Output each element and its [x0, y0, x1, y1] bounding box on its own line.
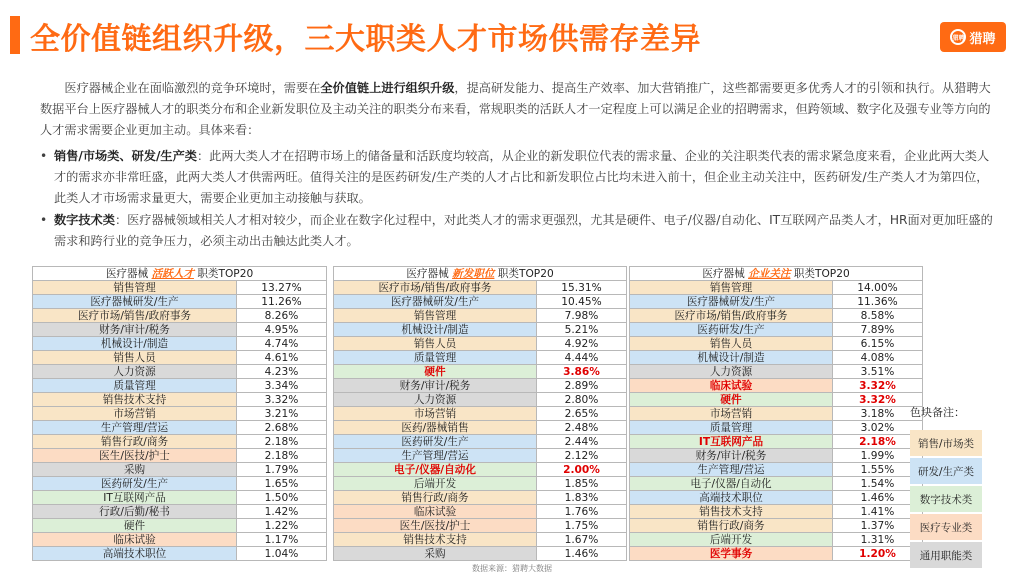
row-value: 3.21% [237, 407, 327, 421]
table-row [334, 477, 627, 491]
row-value: 1.55% [833, 463, 923, 477]
row-category: 后端开发 [334, 477, 537, 491]
table-enterprise-focus [629, 266, 923, 561]
row-category: 采购 [33, 463, 237, 477]
table-row [630, 519, 923, 533]
row-value: 1.31% [833, 533, 923, 547]
row-value: 2.68% [237, 421, 327, 435]
row-category: 销售技术支持 [334, 533, 537, 547]
row-value: 1.99% [833, 449, 923, 463]
row-value: 2.65% [537, 407, 627, 421]
bullet-list [40, 146, 995, 253]
table-row [630, 337, 923, 351]
row-value: 1.46% [833, 491, 923, 505]
row-category: 机械设计/制造 [334, 323, 537, 337]
row-value: 3.32% [833, 393, 923, 407]
row-value: 3.02% [833, 421, 923, 435]
table-row [33, 477, 327, 491]
row-value: 2.18% [237, 449, 327, 463]
row-category: 生产管理/营运 [334, 449, 537, 463]
row-category: 医疗器械研发/生产 [334, 295, 537, 309]
row-category: 采购 [334, 547, 537, 561]
row-category: 医药研发/生产 [630, 323, 833, 337]
table-title-prefix: 医疗器械 [105, 267, 149, 280]
table-row [33, 281, 327, 295]
row-value: 1.37% [833, 519, 923, 533]
intro-text-2: ，提高研发能力、提高生产效率、加大营销推广，这些都需要更多优秀人才的引领和执行。从猎聘大数据平台上医疗器械人才的职类分布和企业新发职位及主动关注的职类分布来看，常规职类的活跃人才一定程度上可以满足企业的招聘需求，但跨领域、数字化及强专业等方向的人才需求需要企业更加主动。具体来看： [40, 81, 991, 137]
table-row [334, 421, 627, 435]
row-value: 1.83% [537, 491, 627, 505]
row-value: 5.21% [537, 323, 627, 337]
table-row [33, 365, 327, 379]
table-row [334, 491, 627, 505]
intro-text-1: 医疗器械企业在面临激烈的竞争环境时，需要在 [64, 81, 321, 95]
legend-item-digital: 数字技术类 [910, 486, 982, 512]
intro-bold: 全价值链上进行组织升级 [320, 81, 455, 95]
table-row [630, 309, 923, 323]
table-row [334, 407, 627, 421]
row-value: 2.80% [537, 393, 627, 407]
row-category: 销售管理 [33, 281, 237, 295]
row-category: 硬件 [334, 365, 537, 379]
row-category: 机械设计/制造 [630, 351, 833, 365]
table-new-positions [333, 266, 627, 561]
legend-item-rd: 研发/生产类 [910, 458, 982, 484]
row-value: 3.51% [833, 365, 923, 379]
row-category: 电子/仪器/自动化 [334, 463, 537, 477]
table-row [334, 393, 627, 407]
table-row [33, 309, 327, 323]
row-value: 1.04% [237, 547, 327, 561]
table-row [334, 351, 627, 365]
row-value: 3.32% [237, 393, 327, 407]
row-value: 2.12% [537, 449, 627, 463]
row-value: 1.46% [537, 547, 627, 561]
legend-item-general: 通用职能类 [910, 542, 982, 568]
row-category: 医药研发/生产 [334, 435, 537, 449]
table-row [33, 323, 327, 337]
row-value: 8.26% [237, 309, 327, 323]
table-title [630, 267, 923, 281]
row-category: 临床试验 [334, 505, 537, 519]
table-row [630, 491, 923, 505]
table-row [334, 519, 627, 533]
table-row [33, 491, 327, 505]
row-value: 7.89% [833, 323, 923, 337]
row-category: 质量管理 [33, 379, 237, 393]
table-row [33, 337, 327, 351]
row-value: 11.26% [237, 295, 327, 309]
row-value: 1.54% [833, 477, 923, 491]
row-category: 市场营销 [630, 407, 833, 421]
table-row [630, 281, 923, 295]
row-category: 财务/审计/税务 [33, 323, 237, 337]
table-row [630, 351, 923, 365]
row-value: 1.50% [237, 491, 327, 505]
row-value: 1.85% [537, 477, 627, 491]
logo-mark-icon: 猎聘 [950, 29, 966, 45]
table-row [33, 463, 327, 477]
title-accent-bar [10, 16, 20, 54]
row-category: 临床试验 [33, 533, 237, 547]
row-category: 医疗市场/销售/政府事务 [33, 309, 237, 323]
table-row [33, 421, 327, 435]
table-row [33, 547, 327, 561]
row-value: 2.44% [537, 435, 627, 449]
row-value: 1.65% [237, 477, 327, 491]
row-category: 医学事务 [630, 547, 833, 561]
table-row [630, 463, 923, 477]
row-category: IT互联网产品 [630, 435, 833, 449]
row-value: 2.18% [237, 435, 327, 449]
row-category: 市场营销 [33, 407, 237, 421]
row-value: 1.42% [237, 505, 327, 519]
bullet-item [40, 210, 995, 252]
row-value: 2.18% [833, 435, 923, 449]
row-category: 硬件 [33, 519, 237, 533]
row-category: 销售人员 [33, 351, 237, 365]
row-value: 1.67% [537, 533, 627, 547]
row-category: 人力资源 [334, 393, 537, 407]
row-category: 销售行政/商务 [33, 435, 237, 449]
table-row [630, 323, 923, 337]
table-row [334, 365, 627, 379]
row-value: 3.18% [833, 407, 923, 421]
color-legend [910, 404, 982, 570]
table-row [334, 295, 627, 309]
row-value: 8.58% [833, 309, 923, 323]
table-title-highlight: 企业关注 [748, 267, 791, 280]
table-row [334, 533, 627, 547]
row-category: 后端开发 [630, 533, 833, 547]
row-category: 人力资源 [33, 365, 237, 379]
row-category: 高端技术职位 [630, 491, 833, 505]
table-row [334, 337, 627, 351]
table-row [630, 477, 923, 491]
table-title-highlight: 新发职位 [452, 267, 495, 280]
table-row [630, 407, 923, 421]
table-row [630, 421, 923, 435]
legend-title: 色块备注： [910, 406, 965, 419]
row-category: 行政/后勤/秘书 [33, 505, 237, 519]
row-category: 医疗器械研发/生产 [630, 295, 833, 309]
table-row [630, 393, 923, 407]
row-value: 2.48% [537, 421, 627, 435]
row-value: 4.23% [237, 365, 327, 379]
table-row [630, 533, 923, 547]
legend-item-medical: 医疗专业类 [910, 514, 982, 540]
table-row [33, 505, 327, 519]
row-category: 医疗市场/销售/政府事务 [334, 281, 537, 295]
row-category: 质量管理 [334, 351, 537, 365]
table-title-prefix: 医疗器械 [702, 267, 745, 280]
table-row [33, 449, 327, 463]
row-category: IT互联网产品 [33, 491, 237, 505]
table-row [630, 435, 923, 449]
row-value: 15.31% [537, 281, 627, 295]
data-source: 数据来源：猎聘大数据 [472, 564, 552, 573]
row-category: 人力资源 [630, 365, 833, 379]
row-category: 财务/审计/税务 [334, 379, 537, 393]
row-value: 4.08% [833, 351, 923, 365]
bullet-head: 数字技术类 [54, 213, 115, 227]
row-value: 3.34% [237, 379, 327, 393]
row-category: 销售管理 [334, 309, 537, 323]
row-value: 1.79% [237, 463, 327, 477]
page-title: 全价值链组织升级，三大职类人才市场供需存差异 [30, 22, 701, 57]
row-value: 4.95% [237, 323, 327, 337]
table-row [334, 379, 627, 393]
row-category: 高端技术职位 [33, 547, 237, 561]
row-category: 生产管理/营运 [33, 421, 237, 435]
row-value: 1.17% [237, 533, 327, 547]
table-row [334, 547, 627, 561]
table-row [33, 407, 327, 421]
row-value: 6.15% [833, 337, 923, 351]
table-row [630, 505, 923, 519]
row-value: 1.41% [833, 505, 923, 519]
bullet-dot-icon: • [40, 213, 48, 227]
row-value: 4.74% [237, 337, 327, 351]
row-value: 11.36% [833, 295, 923, 309]
row-category: 临床试验 [630, 379, 833, 393]
row-value: 4.92% [537, 337, 627, 351]
row-value: 3.32% [833, 379, 923, 393]
table-row [630, 295, 923, 309]
table-row [630, 547, 923, 561]
table-row [334, 449, 627, 463]
row-value: 13.27% [237, 281, 327, 295]
row-category: 生产管理/营运 [630, 463, 833, 477]
row-value: 1.75% [537, 519, 627, 533]
row-category: 销售人员 [334, 337, 537, 351]
table-title [33, 267, 327, 281]
table-row [334, 323, 627, 337]
row-category: 医生/医技/护士 [33, 449, 237, 463]
table-title-suffix: 职类TOP20 [793, 267, 850, 280]
row-category: 财务/审计/税务 [630, 449, 833, 463]
bullet-head: 销售/市场类、研发/生产类 [54, 149, 197, 163]
row-category: 销售技术支持 [630, 505, 833, 519]
table-header-row [334, 267, 627, 281]
table-row [334, 505, 627, 519]
row-category: 市场营销 [334, 407, 537, 421]
row-value: 4.44% [537, 351, 627, 365]
table-row [630, 365, 923, 379]
table-title [334, 267, 627, 281]
row-value: 1.22% [237, 519, 327, 533]
table-title-suffix: 职类TOP20 [197, 267, 254, 280]
bullet-item [40, 146, 995, 209]
table-row [33, 351, 327, 365]
row-category: 机械设计/制造 [33, 337, 237, 351]
row-category: 医生/医技/护士 [334, 519, 537, 533]
row-category: 质量管理 [630, 421, 833, 435]
table-row [33, 435, 327, 449]
row-category: 销售人员 [630, 337, 833, 351]
row-category: 医药/器械销售 [334, 421, 537, 435]
table-title-prefix: 医疗器械 [406, 267, 449, 280]
row-category: 销售管理 [630, 281, 833, 295]
table-row [33, 295, 327, 309]
row-category: 电子/仪器/自动化 [630, 477, 833, 491]
table-row [334, 309, 627, 323]
legend-item-sales: 销售/市场类 [910, 430, 982, 456]
table-active-talent [32, 266, 327, 561]
table-row [334, 435, 627, 449]
table-row [33, 533, 327, 547]
row-category: 硬件 [630, 393, 833, 407]
row-value: 1.76% [537, 505, 627, 519]
bullet-text: ：医疗器械领域相关人才相对较少，而企业在数字化过程中，对此类人才的需求更强烈，尤其是硬件、电子/仪器/自动化、IT互联网产品类人才，HR面对更加旺盛的需求和跨行业的竞争压力，必须主动出击触达此类人才。 [54, 213, 993, 248]
intro-paragraph [40, 78, 995, 141]
row-category: 医疗市场/销售/政府事务 [630, 309, 833, 323]
row-value: 14.00% [833, 281, 923, 295]
table-row [630, 449, 923, 463]
row-value: 10.45% [537, 295, 627, 309]
row-value: 2.00% [537, 463, 627, 477]
table-row [334, 463, 627, 477]
table-row [334, 281, 627, 295]
bullet-text: ：此两大类人才在招聘市场上的储备量和活跃度均较高，从企业的新发职位代表的需求量、企业的关注职类代表的需求紧急度来看，企业此两大类人才的需求亦非常旺盛，此两大类人才供需两旺。值得关注的是医药研发/生产类的人才占比和新发职位占比均未进入前十，但企业主动关注中，医药研发/生产类人才为第四位，此类人才市场需求量更大，需要企业更加主动接触与获取。 [54, 149, 990, 205]
table-row [33, 393, 327, 407]
table-title-highlight: 活跃人才 [151, 267, 194, 280]
table-row [33, 379, 327, 393]
table-title-suffix: 职类TOP20 [497, 267, 554, 280]
row-category: 销售行政/商务 [334, 491, 537, 505]
bullet-dot-icon: • [40, 149, 48, 163]
table-row [630, 379, 923, 393]
row-value: 2.89% [537, 379, 627, 393]
row-value: 3.86% [537, 365, 627, 379]
liepin-logo [940, 22, 1006, 52]
table-row [33, 519, 327, 533]
row-category: 销售技术支持 [33, 393, 237, 407]
row-value: 7.98% [537, 309, 627, 323]
table-header-row [630, 267, 923, 281]
row-category: 销售行政/商务 [630, 519, 833, 533]
row-value: 1.20% [833, 547, 923, 561]
row-value: 4.61% [237, 351, 327, 365]
table-header-row [33, 267, 327, 281]
logo-text: 猎聘 [969, 31, 996, 47]
row-category: 医药研发/生产 [33, 477, 237, 491]
row-category: 医疗器械研发/生产 [33, 295, 237, 309]
